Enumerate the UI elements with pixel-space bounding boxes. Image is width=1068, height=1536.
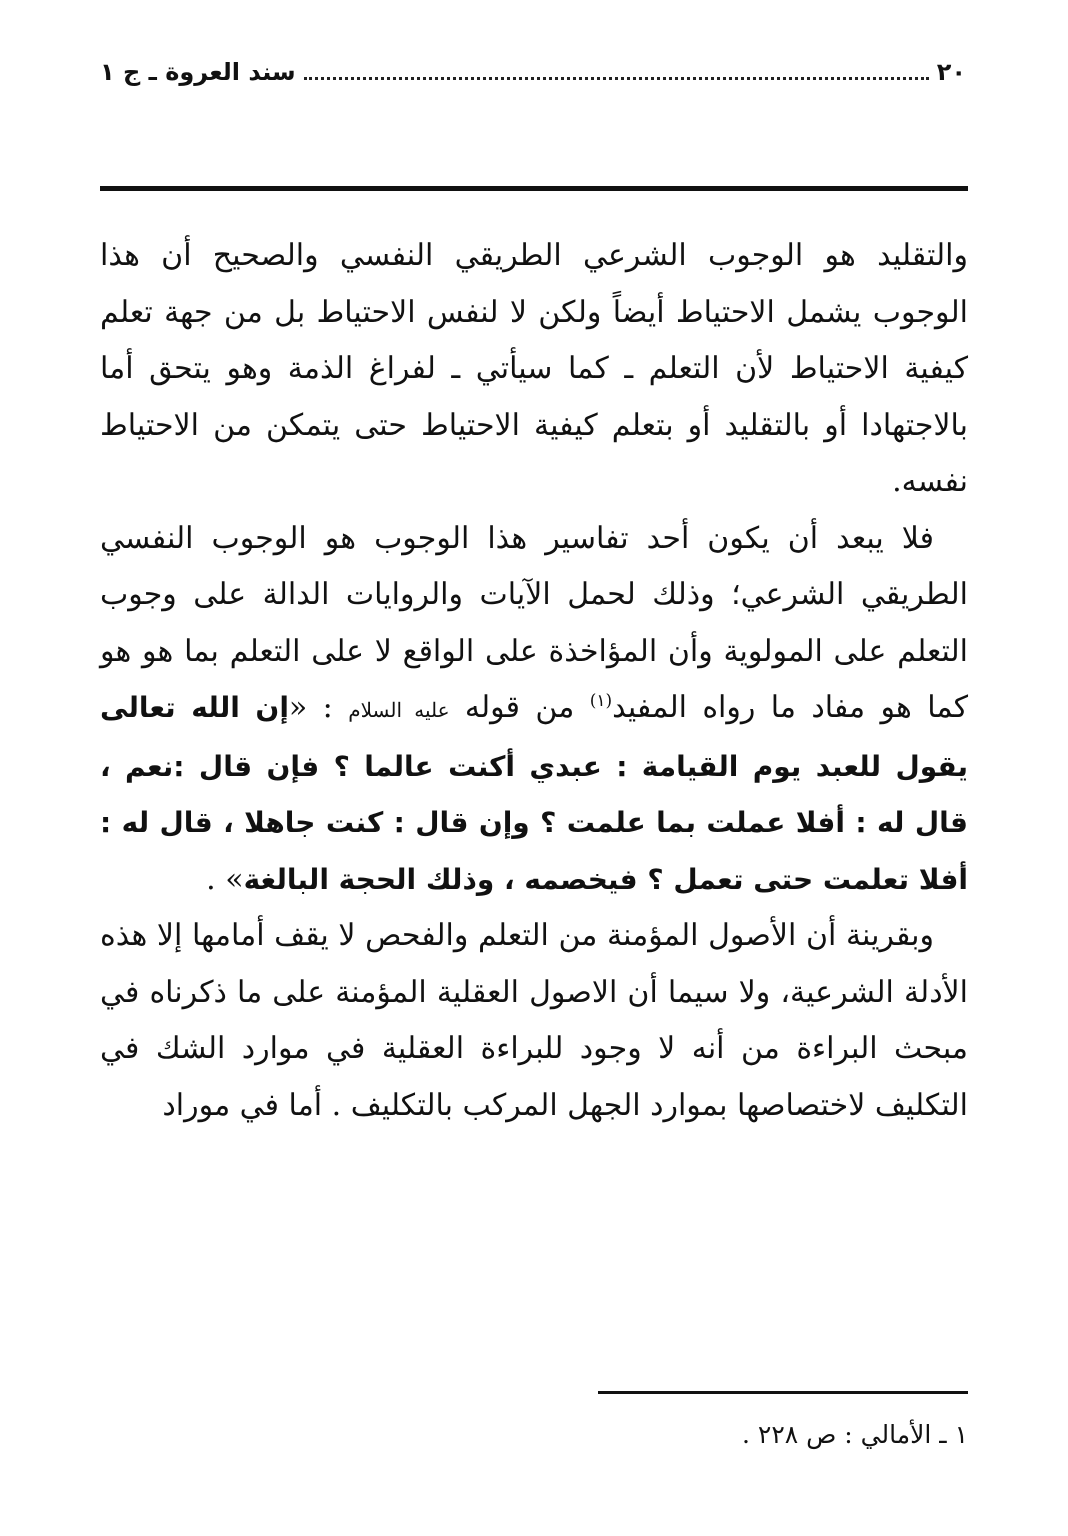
page-number: ٢٠ <box>936 58 966 86</box>
quote-open: : « <box>288 690 349 725</box>
footnote-reference: (١) <box>589 691 613 711</box>
running-header <box>100 50 966 94</box>
paragraph-3: وبقرينة أن الأصول المؤمنة من التعلم والفحص لا يقف أمامها إلا هذه الأدلة الشرعية، ولا سيما أن الاصول العقلية المؤمنة على ما ذكرناه في مبحث البراءة من أنه لا وجود للبراءة العقلية في موارد الشك في التكليف لاختصاصها بموارد الجهل المركب بالتكليف . أما في موراد <box>100 918 968 1123</box>
quote-close: » . <box>206 861 244 897</box>
footnote-rule <box>598 1391 968 1394</box>
paragraph-2-intro: فلا يبعد أن يكون أحد تفاسير هذا الوجوب هو الوجوب النفسي الطريقي الشرعي؛ وذلك لحمل الآيات والروايات الدالة على وجوب التعلم على المولوية وأن المؤاخذة على الواقع لا على التعلم بما هو هو كما هو مفاد ما رواه المفيد <box>100 520 968 725</box>
hadith-quote: إن الله تعالى يقول للعبد يوم القيامة : عبدي أكنت عالما ؟ فإن قال :نعم ، قال له : أفلا عملت بما علمت ؟ وإن قال : كنت جاهلا ، قال له : أفلا تعلمت حتى تعمل ؟ فيخصمه ، وذلك الحجة البالغة <box>100 691 968 896</box>
header-rule <box>100 186 968 191</box>
paragraph-2-mid: من قوله <box>449 690 590 725</box>
header-dot-leader <box>304 77 929 80</box>
honorific-glyph: عليه السلام <box>348 698 450 722</box>
paragraph-1: والتقليد هو الوجوب الشرعي الطريقي النفسي والصحيح أن هذا الوجوب يشمل الاحتياط أيضاً ولكن لا لنفس الاحتياط بل من جهة تعلم كيفية الاحتياط لأن التعلم ـ كما سيأتي ـ لفراغ الذمة وهو يتحق أما بالاجتهادا أو بالتقليد أو بتعلم كيفية الاحتياط حتى يتمكن من الاحتياط نفسه. <box>100 238 968 499</box>
paragraph-2 <box>100 511 968 909</box>
footnote: ١ ـ الأمالي : ص ٢٢٨ . <box>741 1420 968 1449</box>
book-title: سند العروة ـ ج ١ <box>100 58 296 86</box>
body-text <box>100 228 968 1134</box>
